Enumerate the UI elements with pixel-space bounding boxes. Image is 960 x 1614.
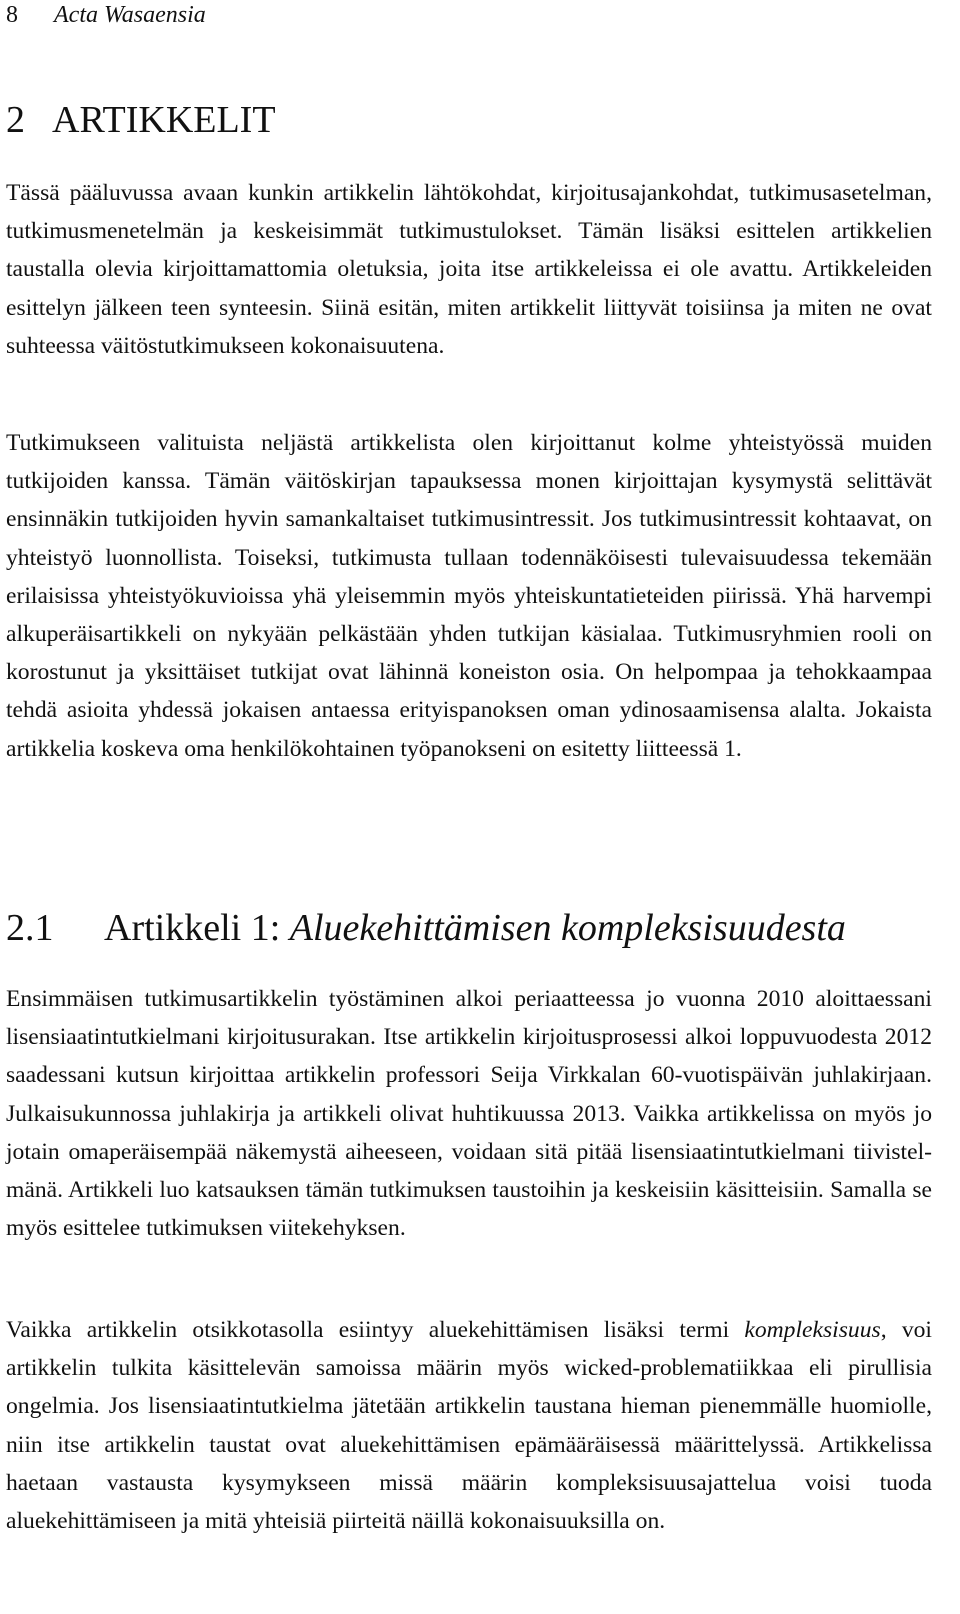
paragraph-coauthors: Tutkimukseen valituista neljästä artikkelista olen kirjoittanut kolme yhteistyössä muiden tutkijoiden kanssa. Tämän väitöskirjan tapauksessa monen kirjoittajan kysymystä selittävät ensinnäkin tutkijoiden hyvin samankaltaiset tutkimusintressit. Jos tutkimusintressit kohtaavat, on yhteistyö luonnollista. Toiseksi, tutkimusta tullaan todennäköisesti tulevaisuudessa tekemään erilaisissa yhteistyökuvioissa yhä yleisemmin myös yhteiskuntatieteiden piirissä. Yhä harvempi alkuperäisartikkeli on nykyään pelkästään yhden tutkijan käsialaa. Tutkimusryhmien rooli on korostunut ja yksittäiset tutkijat ovat lähinnä koneiston osia. On helpompaa ja tehokkaampaa tehdä asioita yhdessä jokaisen antaessa erityispanoksen oman ydinosaamisensa alalta. Jokaista artikkelia koskeva oma henkilökohtainen työpanokseni on esitetty liitteessä 1. [6, 430, 932, 762]
paragraph-text-start: Vaikka artikkelin otsikkotasolla esiintyy aluekehittämisen lisäksi termi [6, 1317, 745, 1343]
section-title: Aluekehittämisen kompleksisuudesta [289, 907, 846, 949]
section-heading [6, 904, 846, 952]
chapter-number: 2 [6, 99, 25, 141]
journal-name: Acta Wasaensia [54, 2, 206, 28]
paragraph-text-rest: , voi artikkelin tulkita käsittelevän samoissa määrin myös wicked-problematiikkaa eli pirullisia ongelmia. Jos lisensiaatintutkielma jätetään artikkelin taustana hieman pienemmälle huomiolle, niin itse artikkelin taustat ovat aluekehittämisen epämääräisessä määrittelyssä. Artikkelissa haetaan vastausta kysymykseen missä määrin kompleksisuusajattelua voisi tuoda aluekehittämiseen ja mitä yhteisiä piirteitä näillä kokonaisuuksilla on. [6, 1317, 932, 1535]
running-header [6, 0, 206, 30]
paragraph-intro: Tässä pääluvussa avaan kunkin artikkelin lähtökohdat, kirjoitusajankohdat, tutkimusasetelman, tutkimusmenetelmän ja keskeisimmät tutkimustulokset. Tämän lisäksi esittelen artikkelien taustalla olevia kirjoittamattomia oletuksia, joita itse artikkeleissa ei ole avattu. Artikkeleiden esittelyn jälkeen teen synteesin. Siinä esitän, miten artikkelit liittyvät toisiinsa ja miten ne ovat suhteessa väitöstutkimukseen kokonaisuutena. [6, 180, 932, 359]
paragraph-article1-complexity [6, 1311, 932, 1540]
italic-term: kompleksisuus [744, 1317, 881, 1343]
page-number: 8 [6, 2, 18, 28]
paragraph-article1-background: Ensimmäisen tutkimusartikkelin työstäminen alkoi periaatteessa jo vuonna 2010 aloittaessani lisensiaatintutkielmani kirjoitusurakan. Itse artikkelin kirjoitusprosessi alkoi loppuvuodesta 2012 saadessani kutsun kirjoittaa artikkelin professori Seija Virkkalan 60-vuotispäivän juhlakirjaan. Julkaisukunnossa juhlakirja ja artikkeli olivat huhtikuussa 2013. Vaikka artikkelissa on myös jo jotain omaperäisempää näkemystä aiheeseen, voidaan sitä pitää lisensiaatintutkielmani tiivistelmänä. Artikkeli luo katsauksen tämän tutkimuksen taustoihin ja keskeisiin käsitteisiin. Samalla se myös esittelee tutkimuksen viitekehyksen. [6, 986, 932, 1242]
chapter-title: ARTIKKELIT [52, 99, 276, 141]
section-number: 2.1 [6, 907, 54, 949]
chapter-heading [6, 96, 276, 144]
section-label: Artikkeli 1: [104, 907, 290, 949]
